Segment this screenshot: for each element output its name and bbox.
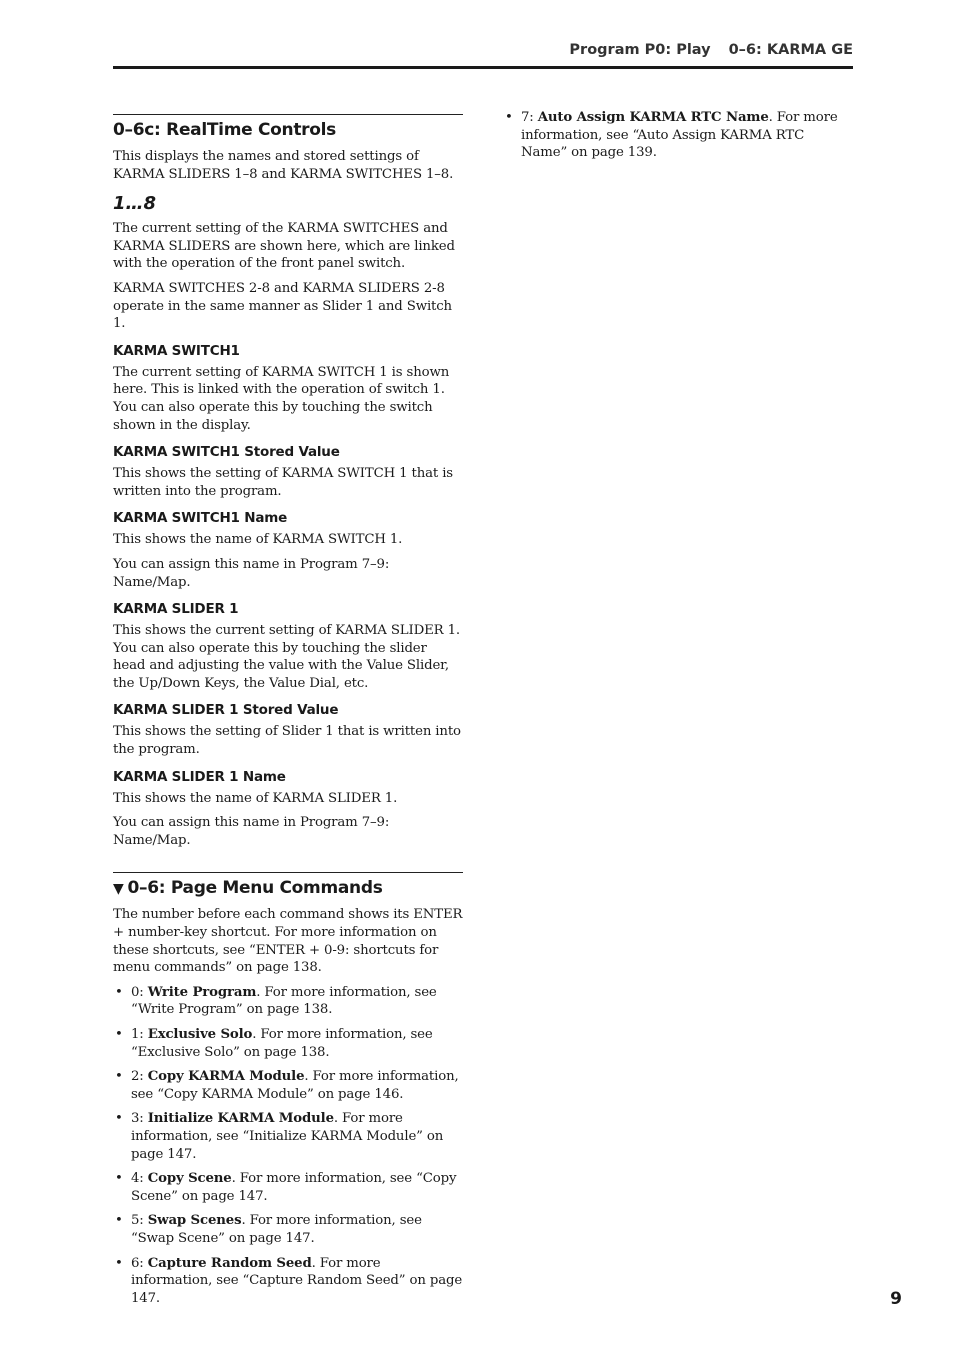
triangle-down-icon: ▼ [113,881,124,898]
command-name: Write Program [147,984,257,1000]
running-header [113,42,853,62]
menu-command-item [113,1212,463,1247]
menu-command-item [503,109,853,162]
menu-command-item [113,1255,463,1308]
menu-command-item [113,1068,463,1103]
menu-intro: The number before each command shows its ENTER + number-key shortcut. For more information on these shortcuts, see “ENTER + 0-9: shortcuts for menu commands” on page 138. [113,907,463,976]
menu-title-text: 0–6: Page Menu Commands [127,878,383,899]
command-name: Swap Scenes [147,1213,242,1229]
menu-command-list [113,984,463,1308]
bullet-icon: • [115,1027,123,1042]
command-number: 2: [131,1069,148,1085]
parameter-heading: KARMA SWITCH1 [113,342,240,359]
command-name: Exclusive Solo [147,1027,253,1042]
page-number: 9 [890,1289,902,1309]
command-number: 6: [131,1255,148,1271]
realtime-subtitle: 1…8 [113,193,157,215]
command-reference: . For more information, see “Copy Scene” on page 147. [131,1171,457,1204]
parameter-heading: KARMA SLIDER 1 Name [113,768,286,785]
parameter-description: You can assign this name in Program 7–9: Name/Map. [113,556,390,590]
parameter-heading: KARMA SWITCH1 Name [113,510,288,527]
bullet-icon: • [115,1111,123,1127]
command-number: 3: [131,1111,148,1127]
menu-command-list-continued [503,109,853,162]
bullet-icon: • [115,1213,123,1229]
command-number: 1: [131,1027,148,1042]
right-column [503,109,853,169]
parameter-list [113,343,463,850]
parameter-description: The current setting of KARMA SWITCH 1 is shown here. This is linked with the operation of switch 1. You can also operate this by touching the switch shown in the display. [113,364,450,433]
command-reference: . For more information, see “Exclusive Solo” on page 138. [131,1027,433,1060]
bullet-icon: • [115,984,123,1000]
command-reference: . For more information, see “Capture Random Seed” on page 147. [131,1255,463,1306]
parameter-description: This shows the name of KARMA SLIDER 1. [113,790,398,806]
bullet-icon: • [115,1255,123,1271]
menu-command-item [113,984,463,1019]
command-number: 0: [131,984,148,1000]
section-rule [113,872,463,873]
command-reference: . For more information, see “Copy KARMA Module” on page 146. [131,1069,459,1102]
command-reference: . For more information, see “Auto Assign KARMA RTC Name” on page 139. [521,110,838,161]
command-name: Capture Random Seed [147,1255,312,1271]
parameter-description: You can assign this name in Program 7–9: Name/Map. [113,815,390,848]
command-reference: . For more information, see “Initialize KARMA Module” on page 147. [131,1111,444,1162]
command-reference: . For more information, see “Swap Scene” on page 147. [131,1213,422,1246]
header-page: 0–6: KARMA GE [728,42,853,58]
command-name: Copy KARMA Module [147,1069,305,1085]
left-column [113,114,463,1314]
menu-command-item [113,1026,463,1061]
command-number: 7: [521,110,538,125]
command-name: Copy Scene [147,1171,232,1187]
command-number: 5: [131,1213,148,1229]
command-reference: . For more information, see “Write Program” on page 138. [131,984,437,1018]
parameter-heading: KARMA SLIDER 1 Stored Value [113,702,339,719]
menu-title [113,878,463,898]
header-section: Program P0: Play [569,42,711,58]
parameter-description: This shows the setting of Slider 1 that is written into the program. [113,724,461,758]
bullet-icon: • [115,1069,123,1085]
parameter-description: This shows the setting of KARMA SWITCH 1 that is written into the program. [113,466,453,499]
command-name: Auto Assign KARMA RTC Name [537,110,769,125]
parameter-description: This shows the name of KARMA SWITCH 1. [113,532,403,548]
header-rule [113,66,853,69]
menu-command-item [113,1170,463,1205]
realtime-intro: This displays the names and stored settings of KARMA SLIDERS 1–8 and KARMA SWITCHES 1–8. [113,149,454,182]
parameter-heading: KARMA SLIDER 1 [113,601,239,618]
menu-command-item [113,1110,463,1163]
realtime-p1: The current setting of the KARMA SWITCHES and KARMA SLIDERS are shown here, which are linked with the operation of the front panel switch. [113,221,455,272]
bullet-icon: • [505,110,513,125]
realtime-title: 0–6c: RealTime Controls [113,120,336,140]
realtime-p2: KARMA SWITCHES 2-8 and KARMA SLIDERS 2-8 operate in the same manner as Slider 1 and Switch 1. [113,280,452,332]
section-rule [113,114,463,115]
command-name: Initialize KARMA Module [147,1111,334,1127]
bullet-icon: • [115,1171,123,1187]
parameter-heading: KARMA SWITCH1 Stored Value [113,444,340,461]
command-number: 4: [131,1171,148,1187]
parameter-description: This shows the current setting of KARMA SLIDER 1. You can also operate this by touching the slider head and adjusting the value with the Value Slider, the Up/Down Keys, the Value Dial, etc. [113,623,460,691]
